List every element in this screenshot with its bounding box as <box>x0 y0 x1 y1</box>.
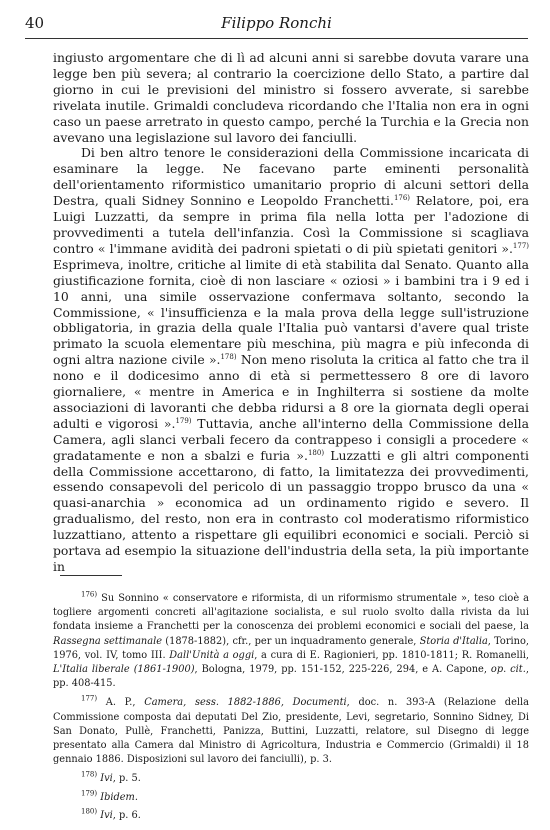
footnote-title: op. cit. <box>490 664 526 676</box>
footnote-title: Ivi <box>100 809 113 821</box>
main-text <box>53 50 529 575</box>
paragraph <box>53 50 529 145</box>
footnote-separator <box>60 575 122 576</box>
paragraph-text: Esprimeva, inoltre, critiche al limite di età stabilita dal Senato. Quanto alla giustificazione fornita, cioè di non lasciare « oziosi » i bambini tra i 9 ed i 10 anni, una simile osservazione confermava soltanto, secondo la Commissione, « l'insufficienza e la mala prova della legge sull'istruzione obbligatoria, in grazia della quale l'Italia può vantarsi d'avere qual triste primato la scuola elementare più meschina, più magra e più infeconda di ogni altra nazione civile ». <box>53 256 529 368</box>
footnote-ref: 179) <box>175 416 192 425</box>
footnote-title: Ibidem <box>100 791 135 803</box>
footnote-number: 179) <box>81 789 98 798</box>
footnote-ref: 177) <box>512 241 529 250</box>
footnote-text: , Bologna, 1979, pp. 151-152, 225-226, 294, e A. Capone, <box>194 664 491 676</box>
paragraph-text: Relatore, poi, era Luigi Luzzatti, da sempre in prima fila nella lotta per l'adozione di provvedimenti a tutela dell'infanzia. Così la Commissione si scagliava contro « l'immane avidità dei padroni spietati o di più spietati genitori ». <box>53 193 529 256</box>
paragraph-text: Di ben altro tenore le considerazioni della Commissione incaricata di esaminare la legge. Ne facevano parte eminenti personalità dell'orientamento riformistico umanitario proprio di alcuni settori della Destra, quali Sidney Sonnino e Leopoldo Franchetti. <box>53 145 529 209</box>
footnote-number: 180) <box>81 807 98 816</box>
footnote-text: . <box>134 791 138 803</box>
footnote-text: , doc. n. 393-A (Relazione della Commissione composta dai deputati Del Zio, presidente, Levi, segretario, Sonnino Sidney, Di San Donato, Pullè, Franchetti, Panizza, Buttini, Luzzatti, relatore, sul Disegno di legge presentato alla Camera dal Ministro di Agricoltura, Industria e Commercio (Grimaldi) il 18 gennaio 1886. Disposizioni sul lavoro dei fanciulli), p. 3. <box>53 697 529 766</box>
footnote-text: , pp. 408-415. <box>53 664 529 690</box>
footnote-text: , p. 6. <box>112 809 141 821</box>
footnote-text: , Torino, 1976, vol. IV, tomo III. <box>53 635 529 661</box>
paragraph-text: Non meno risoluta la critica al fatto che tra il nono e il dodicesimo anno di età si permettessero 8 ore di lavoro giornaliere, « mentre in America e in Inghilterra si sostiene da molte associazioni di lavoranti che debba ridursi a 8 ore la giornata degli operai adulti e vigorosi ». <box>53 352 529 431</box>
footnote-180 <box>53 809 529 823</box>
footnote-number: 176) <box>81 590 98 599</box>
footnote-text: (1878-1882), cfr., per un inquadramento generale, <box>162 635 420 647</box>
footnote-178 <box>53 772 529 786</box>
footnote-title: Rassegna settimanale <box>53 635 163 647</box>
footnote-179 <box>53 791 529 805</box>
footnote-title: Ivi <box>100 773 113 785</box>
footnote-text: Su Sonnino « conservatore e riformista, di un riformismo strumentale », teso cioè a togliere argomenti concreti all'agitazione socialista, e sul ruolo svolto dalla rivista da lui fondata insieme a Franchetti per la conoscenza dei problemi economici e sociali del paese, la <box>53 593 529 633</box>
footnote-ref: 178) <box>220 353 237 362</box>
footnote-ref: 176) <box>393 194 411 203</box>
footnote-title: L'Italia liberale (1861-1900) <box>53 664 195 676</box>
running-head: Filippo Ronchi <box>221 14 332 32</box>
footnote-text: , a cura di E. Ragionieri, pp. 1810-1811; R. Romanelli, <box>254 649 529 661</box>
footnote-title: Camera, sess. 1882-1886, Documenti <box>144 697 347 709</box>
paragraph <box>53 145 529 574</box>
paragraph-text: Tuttavia, anche all'interno della Commissione della Camera, agli slanci verbali fecero da contrappeso i consigli a procedere « gradatamente e non a sbalzi e furia ». <box>53 415 529 463</box>
footnote-number: 177) <box>81 695 98 704</box>
footnote-177 <box>53 696 529 767</box>
footnote-title: Dall'Unità a oggi <box>169 649 255 661</box>
page-header <box>25 14 528 39</box>
paragraph-text: ingiusto argomentare che di lì ad alcuni anni si sarebbe dovuta varare una legge ben più severa; al contrario la coercizione dello Stato, a partire dal giorno in cui le previsioni del ministro si fossero avverate, si sarebbe rivelata inutile. Grimaldi concludeva ricordando che l'Italia non era in ogni caso un paese arretrato in questo campo, perché la Turchia e la Grecia non avevano una legislazione sul lavoro dei fanciulli. <box>53 50 529 145</box>
footnote-text: , p. 5. <box>112 773 141 785</box>
footnote-title: Storia d'Italia <box>419 635 488 647</box>
footnote-number: 178) <box>81 771 98 780</box>
footnote-176 <box>53 592 529 691</box>
paragraph-text: Luzzatti e gli altri componenti della Commissione accettarono, di fatto, la limitatezza dei provvedimenti, essendo consapevoli del pericolo di un passaggio troppo brusco da una « quasi-anarchia » economica ad un ordinamento rigido e severo. Il gradualismo, del resto, non era in contrasto col moderatismo riformistico luzzattiano, attento a rispettare gli equilibri economici e sociali. Perciò si portava ad esempio la situazione dell'industria della seta, la più importante in <box>53 447 529 574</box>
footnote-text: A. P., <box>97 697 145 709</box>
page-number: 40 <box>25 14 45 32</box>
footnote-ref: 180) <box>307 448 325 457</box>
footnotes <box>53 592 529 827</box>
